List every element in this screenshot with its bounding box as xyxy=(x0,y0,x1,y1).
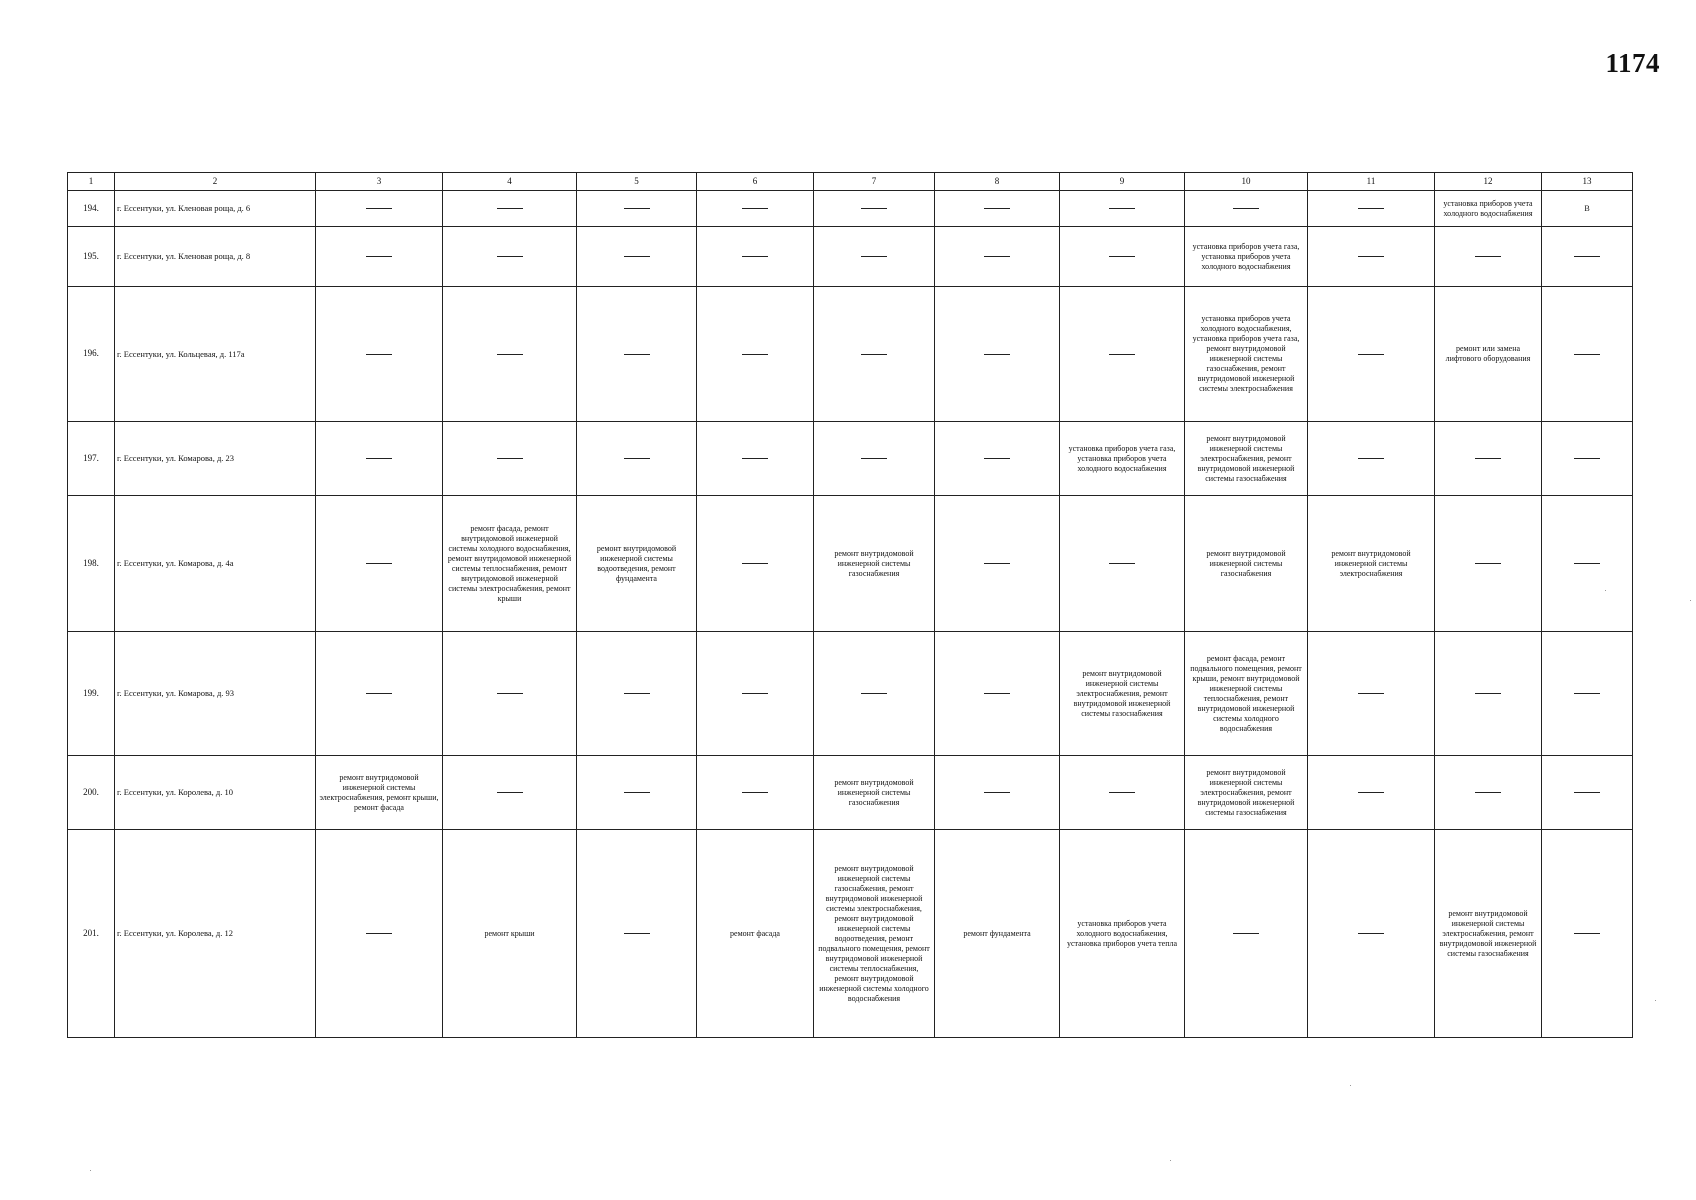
dash-mark xyxy=(1233,933,1259,934)
empty-dash-cell xyxy=(1308,830,1435,1038)
table-row xyxy=(68,496,1633,632)
empty-dash-cell xyxy=(577,830,697,1038)
empty-dash-cell xyxy=(1435,632,1542,756)
address-cell: г. Ессентуки, ул. Комарова, д. 23 xyxy=(115,422,316,496)
empty-dash-cell xyxy=(316,422,443,496)
address-cell: г. Ессентуки, ул. Комарова, д. 93 xyxy=(115,632,316,756)
dash-mark xyxy=(1475,563,1501,564)
empty-dash-cell xyxy=(1185,830,1308,1038)
work-type-cell: ремонт фасада, ремонт внутридомовой инженерной системы холодного водоснабжения, ремонт внутридомовой инженерной системы теплоснабжения, ремонт внутридомовой инженерной системы электроснабжения, ремонт крыши xyxy=(443,496,577,632)
empty-dash-cell xyxy=(814,422,935,496)
dash-mark xyxy=(624,256,650,257)
dash-mark xyxy=(1574,792,1600,793)
dash-mark xyxy=(1358,792,1384,793)
column-number-11: 11 xyxy=(1308,173,1435,191)
work-type-cell: ремонт фундамента xyxy=(935,830,1060,1038)
empty-dash-cell xyxy=(1308,756,1435,830)
dash-mark xyxy=(366,256,392,257)
dash-mark xyxy=(1574,693,1600,694)
dash-mark xyxy=(742,208,768,209)
empty-dash-cell xyxy=(814,287,935,422)
table-row xyxy=(68,632,1633,756)
dash-mark xyxy=(984,563,1010,564)
row-number-cell: 199. xyxy=(68,632,115,756)
empty-dash-cell xyxy=(1185,191,1308,227)
empty-dash-cell xyxy=(935,496,1060,632)
column-number-3: 3 xyxy=(316,173,443,191)
column-number-7: 7 xyxy=(814,173,935,191)
dash-mark xyxy=(742,792,768,793)
empty-dash-cell xyxy=(1060,191,1185,227)
empty-dash-cell xyxy=(935,227,1060,287)
dash-mark xyxy=(984,458,1010,459)
empty-dash-cell xyxy=(316,227,443,287)
empty-dash-cell xyxy=(1542,227,1633,287)
dash-mark xyxy=(1574,458,1600,459)
empty-dash-cell xyxy=(577,287,697,422)
empty-dash-cell xyxy=(697,496,814,632)
work-type-cell: ремонт внутридомовой инженерной системы электроснабжения, ремонт внутридомовой инженерной системы газоснабжения xyxy=(1060,632,1185,756)
row-number-cell: 201. xyxy=(68,830,115,1038)
dash-mark xyxy=(366,208,392,209)
empty-dash-cell xyxy=(1308,191,1435,227)
dash-mark xyxy=(624,208,650,209)
dash-mark xyxy=(497,458,523,459)
address-cell: г. Ессентуки, ул. Королева, д. 12 xyxy=(115,830,316,1038)
address-cell: г. Ессентуки, ул. Кольцевая, д. 117а xyxy=(115,287,316,422)
column-number-8: 8 xyxy=(935,173,1060,191)
empty-dash-cell xyxy=(1060,227,1185,287)
work-type-cell: установка приборов учета газа, установка приборов учета холодного водоснабжения xyxy=(1060,422,1185,496)
dash-mark xyxy=(497,208,523,209)
empty-dash-cell xyxy=(577,191,697,227)
empty-dash-cell xyxy=(1435,422,1542,496)
dash-mark xyxy=(1358,933,1384,934)
column-number-1: 1 xyxy=(68,173,115,191)
empty-dash-cell xyxy=(443,632,577,756)
empty-dash-cell xyxy=(814,227,935,287)
row-number-cell: 196. xyxy=(68,287,115,422)
empty-dash-cell xyxy=(316,830,443,1038)
address-cell: г. Ессентуки, ул. Кленовая роща, д. 8 xyxy=(115,227,316,287)
work-type-cell: ремонт внутридомовой инженерной системы газоснабжения, ремонт внутридомовой инженерной системы электроснабжения, ремонт внутридомовой инженерной системы водоотведения, ремонт подвального помещения, ремонт внутридомовой инженерной системы теплоснабжения, ремонт внутридомовой инженерной системы холодного водоснабжения xyxy=(814,830,935,1038)
dash-mark xyxy=(624,933,650,934)
column-number-10: 10 xyxy=(1185,173,1308,191)
row-number-cell: 197. xyxy=(68,422,115,496)
work-type-cell: ремонт внутридомовой инженерной системы электроснабжения, ремонт внутридомовой инженерной системы газоснабжения xyxy=(1435,830,1542,1038)
empty-dash-cell xyxy=(1435,227,1542,287)
dash-mark xyxy=(1574,354,1600,355)
dash-mark xyxy=(1109,354,1135,355)
dash-mark xyxy=(1475,792,1501,793)
work-type-cell: установка приборов учета газа, установка приборов учета холодного водоснабжения xyxy=(1185,227,1308,287)
dash-mark xyxy=(742,256,768,257)
empty-dash-cell xyxy=(1542,287,1633,422)
address-cell: г. Ессентуки, ул. Кленовая роща, д. 6 xyxy=(115,191,316,227)
dash-mark xyxy=(1574,256,1600,257)
empty-dash-cell xyxy=(814,632,935,756)
work-type-cell: установка приборов учета холодного водоснабжения, установка приборов учета газа, ремонт внутридомовой инженерной системы газоснабжения, ремонт внутридомовой инженерной системы электроснабжения xyxy=(1185,287,1308,422)
table-row xyxy=(68,830,1633,1038)
scan-speck xyxy=(1170,1160,1171,1161)
dash-mark xyxy=(1358,693,1384,694)
row-number-cell: 195. xyxy=(68,227,115,287)
dash-mark xyxy=(366,563,392,564)
empty-dash-cell xyxy=(697,422,814,496)
empty-dash-cell xyxy=(1060,756,1185,830)
dash-mark xyxy=(1109,563,1135,564)
empty-dash-cell xyxy=(697,227,814,287)
dash-mark xyxy=(1109,792,1135,793)
page-number: 1174 xyxy=(1605,48,1660,78)
dash-mark xyxy=(366,458,392,459)
empty-dash-cell xyxy=(935,756,1060,830)
dash-mark xyxy=(1475,256,1501,257)
scan-speck xyxy=(1350,1085,1351,1086)
dash-mark xyxy=(1358,256,1384,257)
address-cell: г. Ессентуки, ул. Комарова, д. 4а xyxy=(115,496,316,632)
dash-mark xyxy=(624,458,650,459)
dash-mark xyxy=(366,354,392,355)
empty-dash-cell xyxy=(935,632,1060,756)
dash-mark xyxy=(861,458,887,459)
row-number-cell: 200. xyxy=(68,756,115,830)
dash-mark xyxy=(624,792,650,793)
empty-dash-cell xyxy=(316,632,443,756)
address-cell: г. Ессентуки, ул. Королева, д. 10 xyxy=(115,756,316,830)
dash-mark xyxy=(1109,256,1135,257)
empty-dash-cell xyxy=(1435,756,1542,830)
empty-dash-cell xyxy=(1060,287,1185,422)
empty-dash-cell xyxy=(1542,496,1633,632)
dash-mark xyxy=(497,256,523,257)
work-type-cell: ремонт внутридомовой инженерной системы электроснабжения, ремонт крыши, ремонт фасада xyxy=(316,756,443,830)
empty-dash-cell xyxy=(577,422,697,496)
dash-mark xyxy=(861,693,887,694)
work-type-cell: установка приборов учета холодного водоснабжения xyxy=(1435,191,1542,227)
empty-dash-cell xyxy=(1308,287,1435,422)
dash-mark xyxy=(742,563,768,564)
dash-mark xyxy=(1233,208,1259,209)
empty-dash-cell xyxy=(1308,632,1435,756)
dash-mark xyxy=(497,354,523,355)
table-row xyxy=(68,191,1633,227)
dash-mark xyxy=(366,693,392,694)
empty-dash-cell xyxy=(1308,227,1435,287)
table-body xyxy=(68,173,1633,1038)
column-number-2: 2 xyxy=(115,173,316,191)
column-number-9: 9 xyxy=(1060,173,1185,191)
dash-mark xyxy=(984,792,1010,793)
work-type-cell: ремонт внутридомовой инженерной системы электроснабжения xyxy=(1308,496,1435,632)
column-number-13: 13 xyxy=(1542,173,1633,191)
empty-dash-cell xyxy=(1542,830,1633,1038)
empty-dash-cell xyxy=(443,287,577,422)
work-type-cell: ремонт внутридомовой инженерной системы газоснабжения xyxy=(814,756,935,830)
work-type-cell: ремонт внутридомовой инженерной системы электроснабжения, ремонт внутридомовой инженерной системы газоснабжения xyxy=(1185,756,1308,830)
column-number-5: 5 xyxy=(577,173,697,191)
empty-dash-cell xyxy=(935,422,1060,496)
dash-mark xyxy=(497,693,523,694)
table-row xyxy=(68,227,1633,287)
dash-mark xyxy=(861,208,887,209)
empty-dash-cell xyxy=(814,191,935,227)
work-type-cell: В xyxy=(1542,191,1633,227)
dash-mark xyxy=(366,933,392,934)
dash-mark xyxy=(984,693,1010,694)
scan-speck xyxy=(1605,590,1606,591)
work-type-cell: ремонт крыши xyxy=(443,830,577,1038)
column-number-12: 12 xyxy=(1435,173,1542,191)
empty-dash-cell xyxy=(443,756,577,830)
dash-mark xyxy=(624,693,650,694)
empty-dash-cell xyxy=(1308,422,1435,496)
dash-mark xyxy=(1358,208,1384,209)
dash-mark xyxy=(742,693,768,694)
column-number-4: 4 xyxy=(443,173,577,191)
dash-mark xyxy=(984,256,1010,257)
empty-dash-cell xyxy=(1542,632,1633,756)
scan-speck xyxy=(90,1170,91,1171)
table-row xyxy=(68,422,1633,496)
row-number-cell: 198. xyxy=(68,496,115,632)
empty-dash-cell xyxy=(316,287,443,422)
dash-mark xyxy=(861,256,887,257)
empty-dash-cell xyxy=(316,191,443,227)
empty-dash-cell xyxy=(697,191,814,227)
work-type-cell: ремонт или замена лифтового оборудования xyxy=(1435,287,1542,422)
work-type-cell: ремонт внутридомовой инженерной системы водоотведения, ремонт фундамента xyxy=(577,496,697,632)
dash-mark xyxy=(1358,354,1384,355)
work-type-cell: ремонт внутридомовой инженерной системы газоснабжения xyxy=(1185,496,1308,632)
work-type-cell: установка приборов учета холодного водоснабжения, установка приборов учета тепла xyxy=(1060,830,1185,1038)
column-number-6: 6 xyxy=(697,173,814,191)
empty-dash-cell xyxy=(697,287,814,422)
scan-speck xyxy=(1690,600,1691,601)
scan-speck xyxy=(1655,1000,1656,1001)
work-type-cell: ремонт внутридомовой инженерной системы газоснабжения xyxy=(814,496,935,632)
dash-mark xyxy=(1574,563,1600,564)
work-type-cell: ремонт внутридомовой инженерной системы электроснабжения, ремонт внутридомовой инженерной системы газоснабжения xyxy=(1185,422,1308,496)
empty-dash-cell xyxy=(443,191,577,227)
work-type-cell: ремонт фасада, ремонт подвального помещения, ремонт крыши, ремонт внутридомовой инженерной системы теплоснабжения, ремонт внутридомовой инженерной системы холодного водоснабжения xyxy=(1185,632,1308,756)
work-type-cell: ремонт фасада xyxy=(697,830,814,1038)
table-row xyxy=(68,756,1633,830)
empty-dash-cell xyxy=(577,756,697,830)
dash-mark xyxy=(497,792,523,793)
empty-dash-cell xyxy=(577,632,697,756)
dash-mark xyxy=(624,354,650,355)
dash-mark xyxy=(861,354,887,355)
dash-mark xyxy=(742,354,768,355)
dash-mark xyxy=(984,354,1010,355)
empty-dash-cell xyxy=(697,632,814,756)
empty-dash-cell xyxy=(577,227,697,287)
dash-mark xyxy=(1109,208,1135,209)
dash-mark xyxy=(1475,693,1501,694)
dash-mark xyxy=(1574,933,1600,934)
table-row xyxy=(68,287,1633,422)
empty-dash-cell xyxy=(1542,422,1633,496)
empty-dash-cell xyxy=(935,191,1060,227)
dash-mark xyxy=(1358,458,1384,459)
empty-dash-cell xyxy=(316,496,443,632)
empty-dash-cell xyxy=(443,422,577,496)
empty-dash-cell xyxy=(1542,756,1633,830)
empty-dash-cell xyxy=(1060,496,1185,632)
column-number-header-row xyxy=(68,173,1633,191)
dash-mark xyxy=(1475,458,1501,459)
dash-mark xyxy=(984,208,1010,209)
dash-mark xyxy=(742,458,768,459)
repair-schedule-table xyxy=(67,172,1633,1038)
row-number-cell: 194. xyxy=(68,191,115,227)
empty-dash-cell xyxy=(1435,496,1542,632)
empty-dash-cell xyxy=(935,287,1060,422)
empty-dash-cell xyxy=(443,227,577,287)
empty-dash-cell xyxy=(697,756,814,830)
